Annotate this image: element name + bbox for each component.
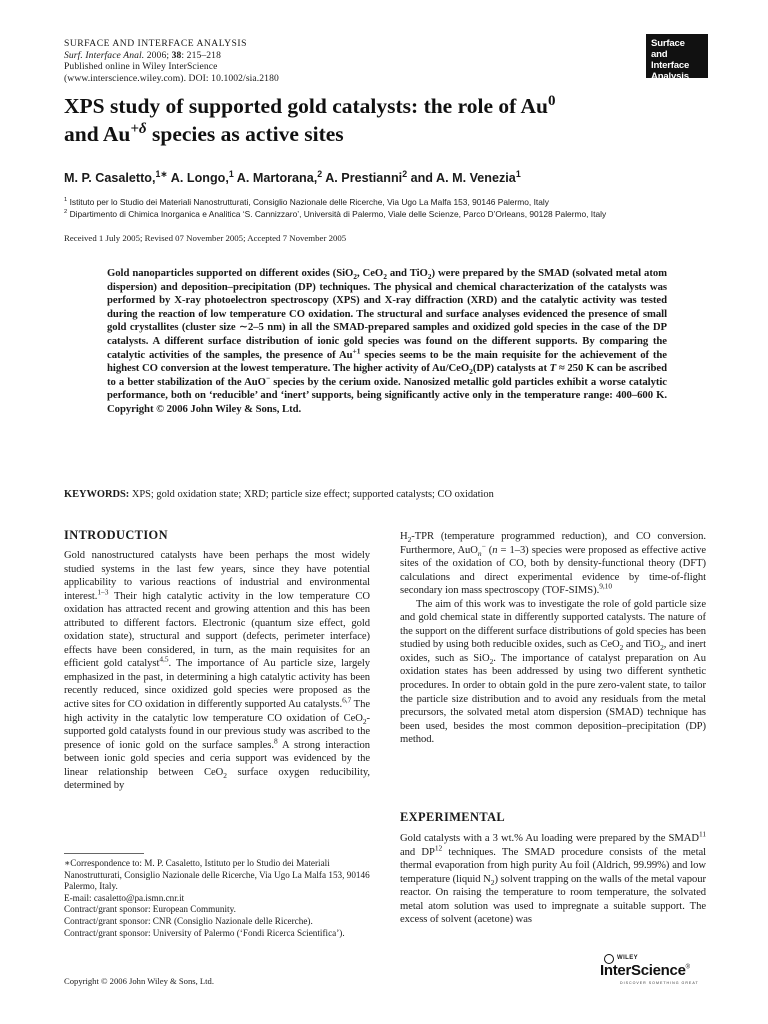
subscript: 2 — [223, 770, 227, 780]
affiliation-2 — [64, 209, 724, 220]
abstract-italic-T: T — [549, 362, 557, 375]
author-list — [64, 170, 714, 186]
wiley-tagline: DISCOVER SOMETHING GREAT — [620, 981, 699, 985]
right-column-experimental — [400, 829, 707, 927]
abstract-text: species seems to be the main requisite for the achievement of the highest CO conversion at the lowest temperature. The higher activity of Au/CeO — [107, 348, 667, 375]
body-text: -TPR (temperature programmed reduction), and CO conversion. Furthermore, AuO — [400, 531, 706, 556]
paragraph — [400, 530, 706, 598]
paragraph — [400, 829, 707, 927]
abstract-text: species by the cerium oxide. Nanosized metallic gold particles exhibit a worse catalytic performance, both on ‘reducible’ and ‘inert’ supports, being significantly active only in the temperature range: 400–600 K. Copyright © 2006 John Wiley & Sons, Ltd. — [107, 375, 667, 415]
body-text: and DP — [400, 846, 435, 858]
citation-year: 2006; — [144, 49, 172, 61]
subscript: 2 — [407, 535, 412, 545]
journal-logo-line: Surface and — [651, 38, 685, 60]
body-text: A strong interaction between ionic gold species and ceria support was evidenced by the linear relationship between CeO — [64, 739, 370, 778]
author-name: M. P. Casaletto, — [64, 171, 156, 185]
body-text: Gold nanostructured catalysts have been perhaps the most widely studied systems in the last few years, since they have potential applicability to various reactions of industrial and environmental interest. — [64, 550, 370, 602]
subscript: 2 — [353, 272, 357, 282]
body-text: Gold catalysts with a 3 wt.% Au loading were prepared by the SMAD — [400, 833, 699, 844]
footnote-line: Contract/grant sponsor: University of Palermo (‘Fondi Ricerca Scientifica’). — [64, 927, 345, 938]
author-name: A. Longo, — [167, 171, 229, 185]
paragraph — [400, 598, 706, 747]
author-affil-sup: 1 — [228, 168, 234, 179]
body-text: ( — [485, 544, 493, 556]
doi-line: (www.interscience.wiley.com). DOI: 10.1002/sia.2180 — [64, 72, 279, 84]
abstract-text: ≈ 250 K can be ascribed to a better stabilization of the AuO — [107, 362, 667, 388]
keywords-text: XPS; gold oxidation state; XRD; particle size effect; supported catalysts; CO oxidation — [129, 489, 494, 500]
interscience-text: InterScience — [600, 962, 686, 979]
citation-sup: 8 — [273, 736, 278, 746]
section-heading-experimental: EXPERIMENTAL — [400, 810, 506, 824]
author-name: A. Martorana, — [233, 171, 318, 185]
citation-line — [64, 50, 221, 61]
body-text: ) solvent trapping on the walls of the metal vapour reactor. On raising the temperature to room temperature, the solvated metal atom solution was used to impregnate a suitable support. The excess of solvent (acetone) was — [400, 873, 706, 926]
registered-mark: ® — [685, 964, 691, 971]
affiliation-1 — [64, 197, 724, 208]
body-text: Their high catalytic activity in the low temperature CO oxidation has attracted recent and growing attention and this has been attributed to different factors. Electronic (quantum size effect, gold oxidation state), structural and support (defects, perimeter interface) effects have been considered, in turn, as the main requisites for an efficient gold catalyst — [64, 590, 370, 670]
body-text: -supported gold catalysts found in our previous study was ascribed to the presence of ionic gold on the surface samples. — [64, 712, 370, 751]
citation-volume: 38 — [171, 49, 182, 61]
body-text: The high activity in the catalytic low temperature CO oxidation of CeO — [64, 699, 370, 724]
citation-sup: 12 — [434, 843, 443, 853]
subscript-italic: n — [477, 548, 482, 558]
journal-logo-line: Analysis — [651, 71, 689, 82]
author-affil-sup: 2 — [402, 168, 408, 179]
copyright-notice: Copyright © 2006 John Wiley & Sons, Ltd. — [64, 976, 214, 986]
abstract-text: Gold nanoparticles supported on different oxides (SiO — [107, 267, 354, 279]
footnote-line: Contract/grant sponsor: European Community. — [64, 904, 236, 915]
title-sup: +δ — [130, 120, 147, 137]
title-sup: 0 — [547, 92, 556, 109]
subscript: 2 — [427, 272, 432, 282]
wiley-interscience-logo — [598, 952, 718, 988]
keywords — [64, 488, 714, 501]
wiley-wordmark: WILEY — [617, 955, 638, 961]
citation-sup: 4,5 — [159, 654, 169, 664]
section-heading-introduction: INTRODUCTION — [64, 528, 168, 542]
body-text: H — [400, 531, 408, 542]
superscript: − — [265, 373, 271, 383]
citation-pages: : 215–218 — [181, 49, 221, 61]
citation-sup: 11 — [698, 829, 706, 839]
correspondence-footnote — [64, 858, 374, 939]
subscript: 2 — [469, 367, 473, 377]
body-text: techniques. The SMAD procedure consists of the metal thermal evaporation from high purity Au foil (Aldrich, 99.99%) and low temperature (liquid N — [400, 846, 707, 885]
abstract-text: and TiO — [386, 267, 428, 279]
subscript: 2 — [489, 657, 494, 667]
subscript: 2 — [660, 643, 664, 653]
journal-logo — [646, 34, 708, 82]
title-part: XPS study of supported gold catalysts: the role of Au — [64, 94, 548, 118]
body-text: and TiO — [623, 639, 661, 651]
author-affil-sup: 1 — [515, 168, 521, 179]
subscript: 2 — [490, 877, 495, 887]
italic-n: n — [492, 544, 498, 556]
right-column — [400, 530, 706, 747]
body-text: , and inert oxides, such as SiO — [400, 639, 706, 664]
affiliation-text: Istituto per lo Studio dei Materiali Nanostrutturati, Consiglio Nazionale delle Ricerche, Via Ugo La Malfa 153, 90146 Palermo, Italy — [67, 197, 549, 207]
author-affil-sup: 2 — [317, 168, 323, 179]
title-part: species as active sites — [146, 122, 344, 146]
author-affil-sup: 1∗ — [155, 168, 168, 179]
body-text: . The importance of catalyst preparation on Au oxidation states has been addressed by using two different synthetic procedures. In order to obtain gold in the pure zero-valent state, to tailor the particle size distribution and to avoid any residuals from the metal precursors, the solvated metal atom dispersion (SMAD) technique has been used, besides the most common deposition–precipitation (DP) method. — [400, 652, 707, 746]
footnote-line: Contract/grant sponsor: CNR (Consiglio Nazionale delle Ricerche). — [64, 915, 313, 926]
article-title — [64, 92, 714, 148]
body-text: . The importance of Au particle size, largely emphasized in the past, in determining a high catalytic activity has been recently reduced, since oxidized gold species were proposed as the active sites for CO oxidation in differently supported Au catalysts. — [64, 658, 370, 711]
author-name: and A. M. Venezia — [407, 171, 516, 185]
author-name: A. Prestianni — [322, 171, 403, 185]
citation-journal: Surf. Interface Anal. — [64, 49, 145, 61]
interscience-wordmark — [600, 962, 690, 980]
citation-sup: 9,10 — [599, 581, 612, 591]
title-part: and Au — [64, 122, 131, 146]
journal-logo-line: Interface — [651, 60, 690, 71]
abstract-text: ) were prepared by the SMAD (solvated metal atom dispersion) and deposition–precipitation (DP) techniques. The physical and chemical characterization of the catalysts was performed by X-ray photoelectron spectroscopy (XPS) and X-ray diffraction (XRD) and the catalytic activity was tested during the reaction of low temperature CO oxidation. The structural and surface analyses evidenced the presence of small gold crystallites (cluster size ∼2–5 nm) in all the SMAD-prepared samples and oxidized gold species in the case of the DP catalysts. A different surface distribution of ionic gold species was found on the different supports. By comparing the catalytic activities of the samples, the presence of Au — [107, 267, 667, 361]
affiliation-text: Dipartimento di Chimica Inorganica e Analitica ‘S. Cannizzaro’, Università di Palermo, Viale delle Scienze, Parco D’Orleans, 90128 Palermo, Italy — [67, 209, 607, 219]
left-column — [64, 549, 370, 793]
body-text: The aim of this work was to investigate the role of gold particle size and gold chemical state in differently supported catalysts. The nature of the support on the different surface distributions of gold species has been studied by using both reducible oxides, such as CeO — [400, 598, 706, 651]
footnote-email: E-mail: casaletto@pa.ismn.cnr.it — [64, 892, 185, 903]
citation-sup: 1–3 — [97, 587, 109, 597]
received-dates: Received 1 July 2005; Revised 07 November 2005; Accepted 7 November 2005 — [64, 233, 347, 243]
abstract-text: , CeO — [356, 267, 384, 279]
published-online: Published online in Wiley InterScience — [64, 61, 218, 72]
abstract-text: (DP) catalysts at — [472, 362, 550, 375]
subscript: 2 — [362, 716, 367, 726]
footnote-rule — [64, 853, 144, 854]
paragraph — [64, 549, 370, 793]
superscript: +1 — [352, 346, 361, 355]
journal-running-head: SURFACE AND INTERFACE ANALYSIS — [64, 38, 247, 49]
affiliation-number: 2 — [64, 209, 68, 216]
superscript: − — [481, 541, 486, 551]
footnote-line: ∗Correspondence to: M. P. Casaletto, Istituto per lo Studio dei Materiali Nanostrutturati, Consiglio Nazionale delle Ricerche, Via Ugo La Malfa 153, 90146 Palermo, Italy. — [64, 858, 370, 892]
body-text: = 1–3) species were proposed as effective active sites of the oxidation of CO, both by density-functional theory (DFT) calculations and direct experimental evidence by time-of-flight secondary ion mass spectroscopy (TOF-SIMS). — [400, 544, 707, 597]
subscript: 2 — [619, 643, 624, 653]
body-text: surface oxygen reducibility, determined by — [64, 766, 370, 792]
keywords-label: KEYWORDS: — [64, 489, 130, 500]
affiliation-number: 1 — [64, 197, 68, 204]
abstract — [107, 267, 667, 417]
citation-sup: 6,7 — [342, 695, 352, 705]
subscript: 2 — [383, 272, 387, 282]
